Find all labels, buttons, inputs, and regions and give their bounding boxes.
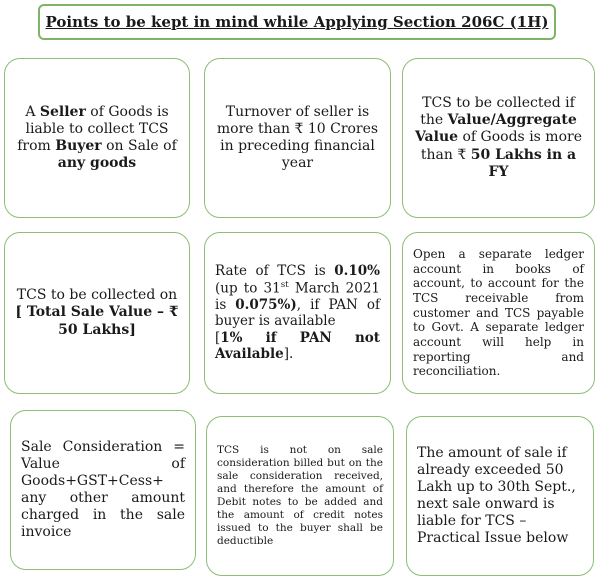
practical-issue-box xyxy=(406,416,594,576)
tcs-rate-text: Rate of TCS is 0.10% (up to 31st March 2021 is 0.075%), if PAN of buyer is available [1% if PAN not Available]. xyxy=(215,263,380,363)
turnover-box xyxy=(204,58,391,218)
practical-issue-text: The amount of sale if already exceeded 50 Lakh up to 30th Sept., next sale onward is liable for TCS – Practical Issue below xyxy=(417,444,576,547)
tcs-base-text: TCS to be collected on [ Total Sale Value – ₹ 50 Lakhs] xyxy=(15,287,179,338)
seller-liability-box xyxy=(4,58,190,218)
sale-consideration-text: Sale Consideration = Value of Goods+GST+Cess+ any other amount charged in the sale invoice xyxy=(21,438,185,541)
seller-liability-text: A Seller of Goods is liable to collect TCS from Buyer on Sale of any goods xyxy=(17,103,177,172)
tcs-base-box xyxy=(4,232,190,394)
consideration-received-box xyxy=(206,416,394,576)
value-threshold-text: TCS to be collected if the Value/Aggregate Value of Goods is more than ₹ 50 Lakhs in a FY xyxy=(414,95,582,180)
turnover-text: Turnover of seller is more than ₹ 10 Crores in preceding financial year xyxy=(216,103,379,172)
consideration-received-text: TCS is not on sale consideration billed but on the sale consideration received, and therefore the amount of Debit notes to be added and the amount of credit notes issued to the buyer shall be deductible xyxy=(217,443,383,548)
ledger-account-box xyxy=(402,232,595,394)
tcs-rate-box xyxy=(204,232,391,394)
ledger-account-text: Open a separate ledger account in books of account, to account for the TCS receivable from customer and TCS payable to Govt. A separate ledger account will help in reporting and reconciliation. xyxy=(413,247,584,379)
page-title: Points to be kept in mind while Applying Section 206C (1H) xyxy=(38,4,556,40)
sale-consideration-box xyxy=(10,410,196,570)
value-threshold-box xyxy=(402,58,595,218)
